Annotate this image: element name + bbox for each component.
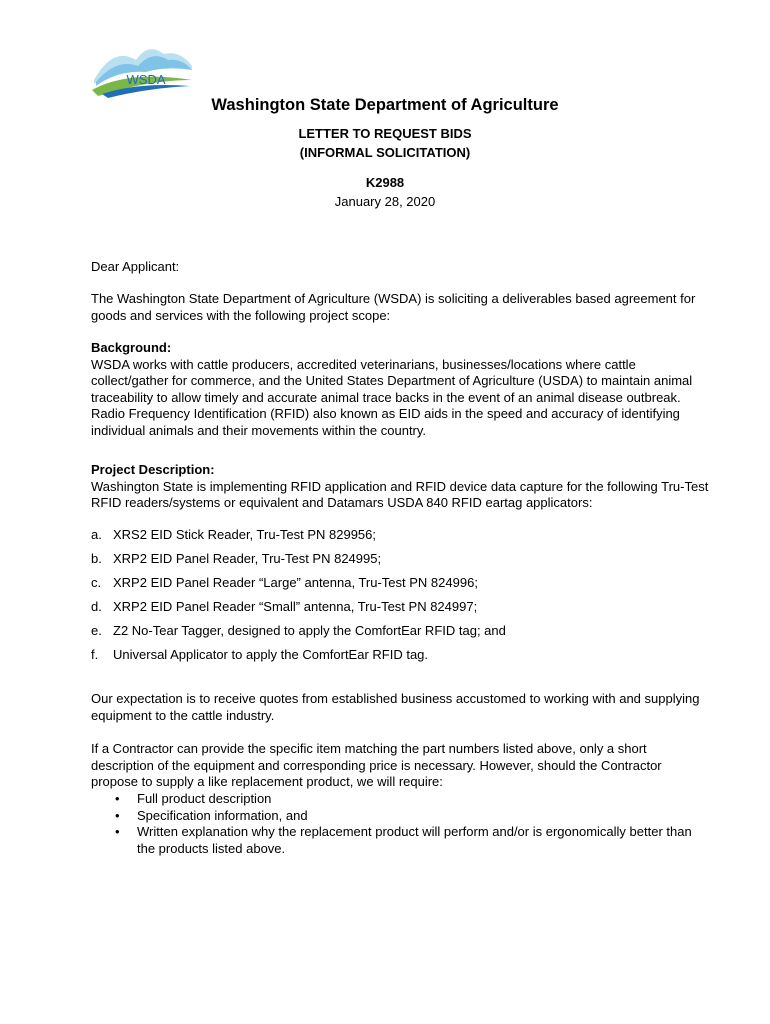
- list-item-text: XRP2 EID Panel Reader “Small” antenna, Tru-Test PN 824997;: [113, 599, 478, 614]
- list-item-letter: f.: [91, 647, 99, 662]
- reference-number: K2988: [365, 175, 405, 190]
- requirements-list: [113, 791, 713, 857]
- list-item-text: Universal Applicator to apply the ComfortEar RFID tag.: [113, 647, 429, 662]
- letter-date: January 28, 2020: [334, 194, 436, 209]
- agency-title: Washington State Department of Agriculture: [211, 96, 559, 114]
- list-item-text: XRP2 EID Panel Reader “Large” antenna, Tru-Test PN 824996;: [113, 575, 478, 590]
- bullet-text: Full product description: [137, 791, 272, 806]
- list-item-text: XRP2 EID Panel Reader, Tru-Test PN 824995;: [113, 551, 382, 566]
- list-item: [113, 808, 713, 825]
- letter-title-line1: LETTER TO REQUEST BIDS: [298, 126, 472, 141]
- list-item: [113, 824, 713, 857]
- wsda-logo: [88, 40, 196, 98]
- letter-title-line2: (INFORMAL SOLICITATION): [299, 145, 471, 160]
- bullet-icon: •: [115, 807, 120, 823]
- list-item-text: XRS2 EID Stick Reader, Tru-Test PN 829956;: [113, 527, 377, 542]
- list-item-text: Z2 No-Tear Tagger, designed to apply the ComfortEar RFID tag; and: [113, 623, 506, 638]
- background-text: WSDA works with cattle producers, accredited veterinarians, businesses/locations where cattle collect/gather for commerce, and the United States Department of Agriculture (USDA) to maintain animal traceability to allow timely and accurate animal trace backs in the event of an animal disease outbreak. Radio Frequency Identification (RFID) also known as EID aids in the speed and accuracy of identifying individual animals and their movements within the country.: [91, 356, 693, 438]
- list-item-letter: c.: [91, 575, 102, 590]
- logo-text: WSDA: [126, 72, 166, 87]
- project-heading: Project Description:: [91, 462, 215, 477]
- bullet-text: Specification information, and: [137, 807, 308, 823]
- intro-paragraph: The Washington State Department of Agriculture (WSDA) is soliciting a deliverables based agreement for goods and services with the following project scope:: [91, 291, 696, 323]
- list-item-letter: b.: [91, 551, 102, 566]
- bullet-text: Written explanation why the replacement product will perform and/or is ergonomically better than the products listed above.: [137, 824, 692, 856]
- list-item: [113, 791, 713, 808]
- list-item-letter: a.: [91, 527, 102, 542]
- salutation: Dear Applicant:: [91, 259, 180, 274]
- list-item-letter: e.: [91, 623, 102, 638]
- bullet-icon: •: [115, 791, 120, 806]
- contractor-paragraph: If a Contractor can provide the specific item matching the part numbers listed above, only a short description of the equipment and corresponding price is necessary. However, should the Contractor propose to supply a like replacement product, we will require:: [91, 741, 662, 790]
- background-heading: Background:: [91, 340, 172, 355]
- project-text: Washington State is implementing RFID application and RFID device data capture for the following Tru-Test RFID readers/systems or equivalent and Datamars USDA 840 RFID eartag applicators:: [91, 478, 709, 511]
- list-item-letter: d.: [91, 599, 102, 614]
- expectation-paragraph: Our expectation is to receive quotes from established business accustomed to working with and supplying equipment to the cattle industry.: [91, 691, 700, 723]
- bullet-icon: •: [115, 824, 120, 840]
- project-section: [91, 462, 711, 512]
- background-section: [91, 340, 711, 440]
